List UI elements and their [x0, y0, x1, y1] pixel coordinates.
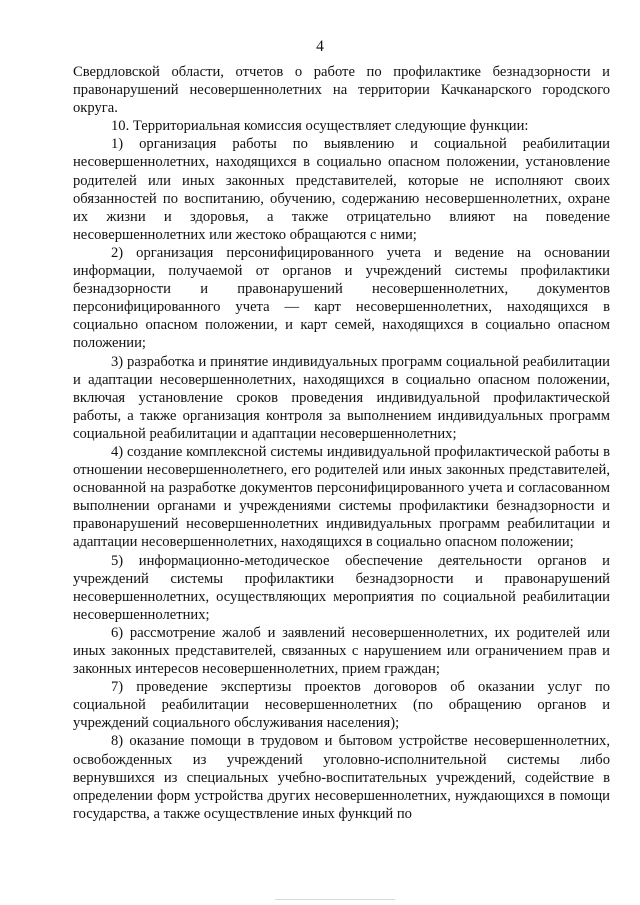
paragraph-function-5: 5) информационно-методическое обеспечение деятельности органов и учреждений системы профилактики безнадзорности и правонарушений несовершеннолетних, осуществляющих мероприятия по социальной реабилитации несовершеннолетних;: [73, 552, 610, 623]
paragraph-function-7: 7) проведение экспертизы проектов договоров об оказании услуг по социальной реабилитации несовершеннолетних (по обращению органов и учреждений социального обслуживания населения);: [73, 679, 610, 732]
page-bottom-scan-line: [275, 899, 395, 900]
paragraph-section-10-heading: 10. Территориальная комиссия осуществляет следующие функции:: [111, 118, 529, 135]
page-number: 4: [316, 38, 324, 55]
paragraph-function-4: 4) создание комплексной системы индивидуальной профилактической работы в отношении несовершеннолетнего, его родителей или иных законных представителей, основанной на разработке документов персонифицированного учета и согласованном выполнении органами и учреждениями системы профилактики безнадзорности и правонарушений несовершеннолетних индивидуальных программ реабилитации и адаптации несовершеннолетних, находящихся в социально опасном положении;: [73, 443, 610, 551]
paragraph-function-3: 3) разработка и принятие индивидуальных программ социальной реабилитации и адаптации несовершеннолетних, находящихся в социально опасном положении, включая установление сроков проведения индивидуальной профилактической работы, а также организация контроля за выполнением индивидуальных программ социальной реабилитации и адаптации несовершеннолетних;: [73, 353, 610, 442]
paragraph-function-6: 6) рассмотрение жалоб и заявлений несовершеннолетних, их родителей или иных законных представителей, связанных с нарушением или ограничением прав и законных интересов несовершеннолетних, прием граждан;: [73, 624, 610, 678]
paragraph-continuation: Свердловской области, отчетов о работе по профилактике безнадзорности и правонарушений несовершеннолетних на территории Качканарского городского округа.: [73, 64, 610, 117]
paragraph-function-8: 8) оказание помощи в трудовом и бытовом устройстве несовершеннолетних, освобожденных из учреждений уголовно-исполнительной системы либо вернувшихся из специальных учебно-воспитательных учреждений, содействие в определении форм устройства других несовершеннолетних, нуждающихся в помощи государства, а также осуществление иных функций по: [73, 733, 610, 822]
paragraph-function-1: 1) организация работы по выявлению и социальной реабилитации несовершеннолетних, находящихся в социально опасном положении, установление родителей или иных законных представителей, которые не исполняют своих обязанностей по воспитанию, обучению, содержанию несовершеннолетних, охране их жизни и здоровья, а также отрицательно влияют на поведение несовершеннолетних или жестоко обращаются с ними;: [73, 136, 610, 243]
document-body: [73, 63, 610, 823]
paragraph-function-2: 2) организация персонифицированного учета и ведение на основании информации, получаемой от органов и учреждений системы профилактики безнадзорности и правонарушений несовершеннолетних, документов персонифицированного учета — карт несовершеннолетних, находящихся в социально опасном положении, и карт семей, находящихся в социально опасном положении;: [73, 244, 610, 352]
